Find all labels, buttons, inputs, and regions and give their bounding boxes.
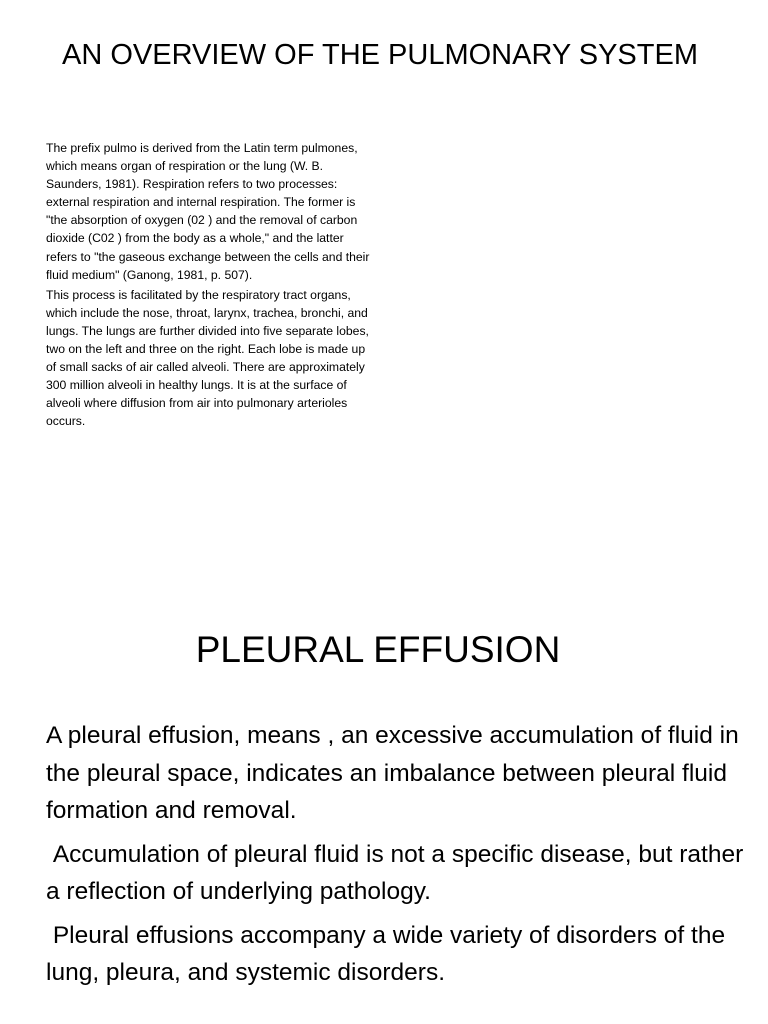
- pleural-effusion-title: PLEURAL EFFUSION: [195, 629, 561, 670]
- pleural-paragraph-1: A pleural effusion, means , an excessive accumulation of fluid in the pleural space, indicates an imbalance between pleural fluid formation and removal.: [46, 722, 739, 824]
- pleural-paragraph-3: Pleural effusions accompany a wide variety of disorders of the lung, pleura, and systemic disorders.: [46, 921, 732, 986]
- overview-paragraph-1: The prefix pulmo is derived from the Latin term pulmones, which means organ of respiration or the lung (W. B. Saunders, 1981). Respiration refers to two processes: external respiration and internal respiration. The former is "the absorption of oxygen (02 ) and the removal of carbon dioxide (C02 ) from the body as a whole," and the latter refers to "the gaseous exchange between the cells and their fluid medium" (Ganong, 1981, p. 507).: [46, 141, 370, 282]
- overview-title: AN OVERVIEW OF THE PULMONARY SYSTEM: [62, 39, 698, 71]
- overview-paragraph-2: This process is facilitated by the respiratory tract organs, which include the nose, throat, larynx, trachea, bronchi, and lungs. The lungs are further divided into five separate lobes, two on the left and three on the right. Each lobe is made up of small sacks of air called alveoli. There are approximately 300 million alveoli in healthy lungs. It is at the surface of alveoli where diffusion from air into pulmonary arterioles occurs.: [46, 287, 369, 429]
- pleural-effusion-body: [46, 717, 751, 992]
- pleural-paragraph-2: Accumulation of pleural fluid is not a specific disease, but rather a reflection of underlying pathology.: [46, 840, 751, 905]
- overview-body: [46, 139, 376, 431]
